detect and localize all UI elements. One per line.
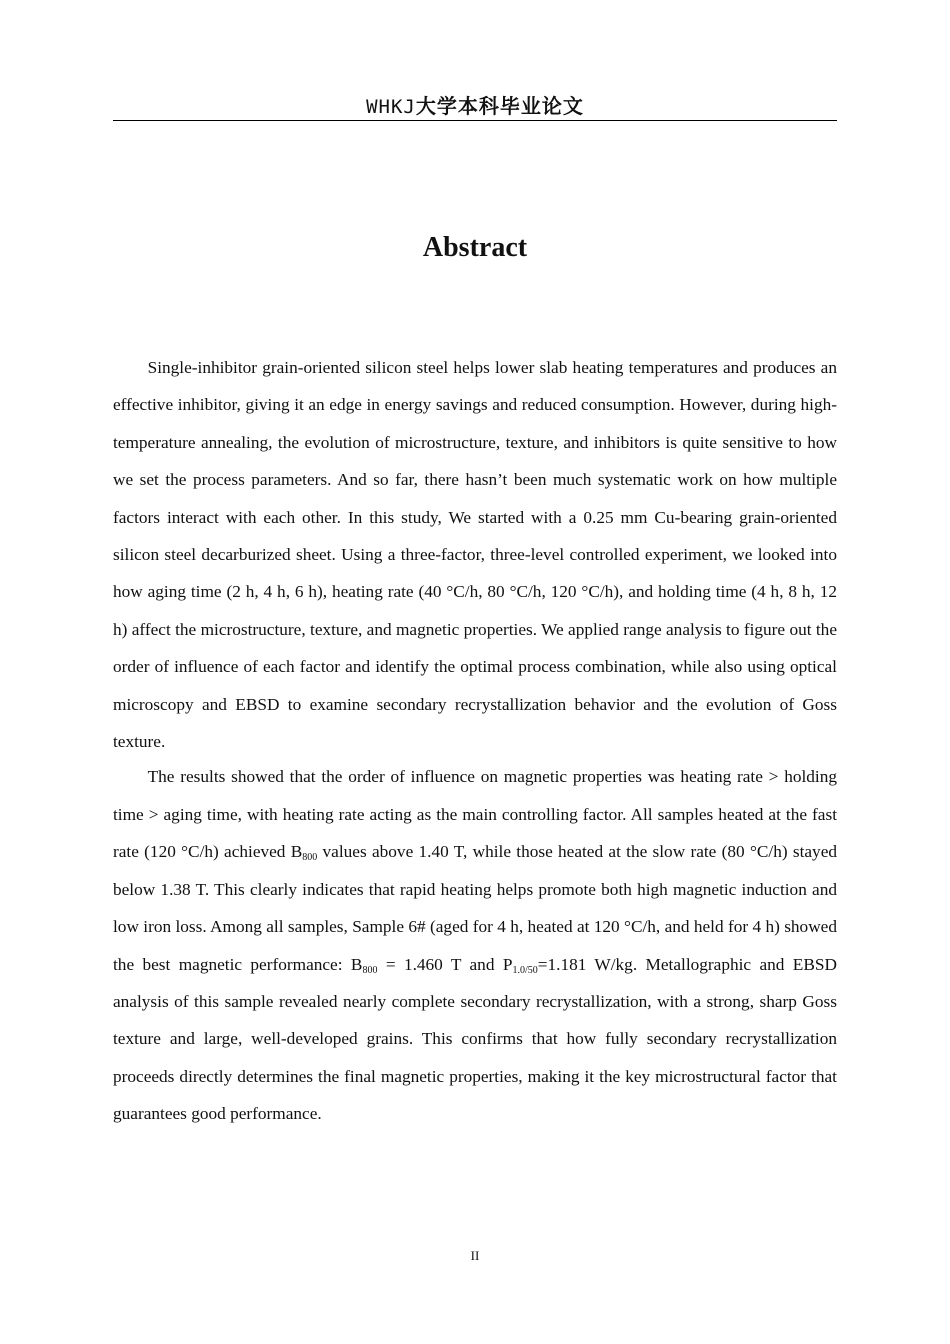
subscript-p-loss: 1.0/50 xyxy=(512,964,538,976)
paragraph-2-text-3: = 1.460 T and P xyxy=(377,954,513,974)
header-institution-code: WHKJ xyxy=(366,96,416,118)
paragraph-2-text-1: The results showed that the order of influence on magnetic properties was heating rate > holding time > aging time, with heating rate acting as the main controlling factor. All samples heated at the fast rate (120 °C/h) achieved B xyxy=(113,767,837,862)
subscript-b800-second: 800 xyxy=(362,964,378,976)
abstract-body xyxy=(113,349,837,1133)
abstract-title: Abstract xyxy=(422,232,528,263)
page-number: II xyxy=(470,1248,480,1263)
paragraph-2-text-2: values above 1.40 T, while those heated at the slow rate (80 °C/h) stayed below 1.38 T. This clearly indicates that rapid heating helps promote both high magnetic induction and low iron loss. Among all samples, Sample 6# (aged for 4 h, heated at 120 °C/h, and held for 4 h) showed the best magnetic performance: B xyxy=(113,842,838,974)
abstract-paragraph-2 xyxy=(113,758,837,1132)
paragraph-2-text-4: =1.181 W/kg. Metallographic and EBSD analysis of this sample revealed nearly complete secondary recrystallization, with a strong, sharp Goss texture and large, well-developed grains. This confirms that how fully secondary recrystallization proceeds directly determines the final magnetic properties, making it the key microstructural factor that guarantees good performance. xyxy=(113,954,837,1124)
header-thesis-label: 大学本科毕业论文 xyxy=(415,94,584,118)
subscript-b800-first: 800 xyxy=(302,852,318,864)
page-header xyxy=(113,92,837,121)
abstract-paragraph-1: Single-inhibitor grain-oriented silicon steel helps lower slab heating temperatures and produces an effective inhibitor, giving it an edge in energy savings and reduced consumption. However, during high-temperature annealing, the evolution of microstructure, texture, and inhibitors is quite sensitive to how we set the process parameters. And so far, there hasn’t been much systematic work on how multiple factors interact with each other. In this study, We started with a 0.25 mm Cu-bearing grain-oriented silicon steel decarburized sheet. Using a three-factor, three-level controlled experiment, we looked into how aging time (2 h, 4 h, 6 h), heating rate (40 °C/h, 80 °C/h, 120 °C/h), and holding time (4 h, 8 h, 12 h) affect the microstructure, texture, and magnetic properties. We applied range analysis to figure out the order of influence of each factor and identify the optimal process combination, while also using optical microscopy and EBSD to examine secondary recrystallization behavior and the evolution of Goss texture. xyxy=(113,358,837,752)
